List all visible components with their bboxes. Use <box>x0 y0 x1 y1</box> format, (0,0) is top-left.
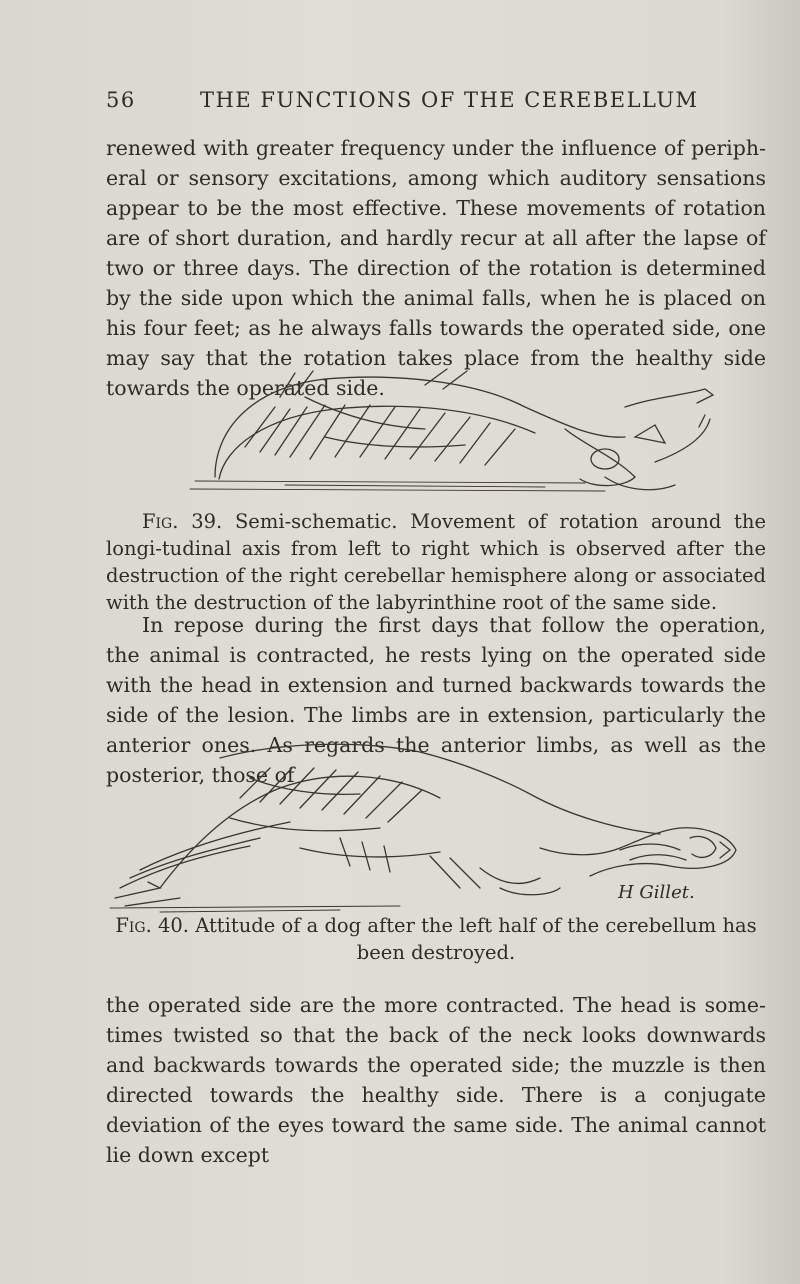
figure-caption-text: Attitude of a dog after the left half of the cerebellum has been destroyed. <box>195 914 757 964</box>
paragraph: renewed with greater frequency under the influence of periph-eral or sensory excitations, among which auditory sensations appear to be the most effective. These movements of rotation are of short duration, and hardly recur at all after the lapse of two or three days. The direction of the rotation is determined by the side upon which the animal falls, when he is placed on his four feet; as he always falls towards the operated side, one may say that the rotation takes place from the healthy side towards the operated side. <box>106 136 766 400</box>
figure-caption-text: Semi-schematic. Movement of rotation around the longi-tudinal axis from left to right which is observed after the destruction of the right cerebellar hemisphere along or associated with the destruction of the labyrinthine root of the same side. <box>106 510 766 614</box>
figure-39-caption <box>106 508 766 616</box>
dog-attitude-drawing <box>100 738 750 913</box>
page-number: 56 <box>106 88 136 112</box>
artist-signature: H Gillet. <box>618 882 695 903</box>
figure-label: Fig. 39. <box>142 510 223 533</box>
figure-39-illustration <box>185 367 733 495</box>
figure-label: Fig. 40. <box>115 914 189 937</box>
running-head: THE FUNCTIONS OF THE CEREBELLUM <box>200 88 699 112</box>
figure-40-caption <box>106 912 766 966</box>
figure-40-illustration <box>100 738 750 913</box>
paragraph: In repose during the first days that follow the operation, the animal is contracted, he rests lying on the operated side with the head in extension and turned backwards towards the side of the lesion. The limbs are in extension, particularly the anterior ones. As regards the anterior limbs, as well as the posterior, those of <box>106 613 766 787</box>
running-header <box>106 88 746 112</box>
dog-rotation-drawing <box>185 367 733 495</box>
paragraph: the operated side are the more contracted. The head is some-times twisted so that the back of the neck looks downwards and backwards towards the operated side; the muzzle is then directed towards the healthy side. There is a conjugate deviation of the eyes toward the same side. The animal cannot lie down except <box>106 993 766 1167</box>
